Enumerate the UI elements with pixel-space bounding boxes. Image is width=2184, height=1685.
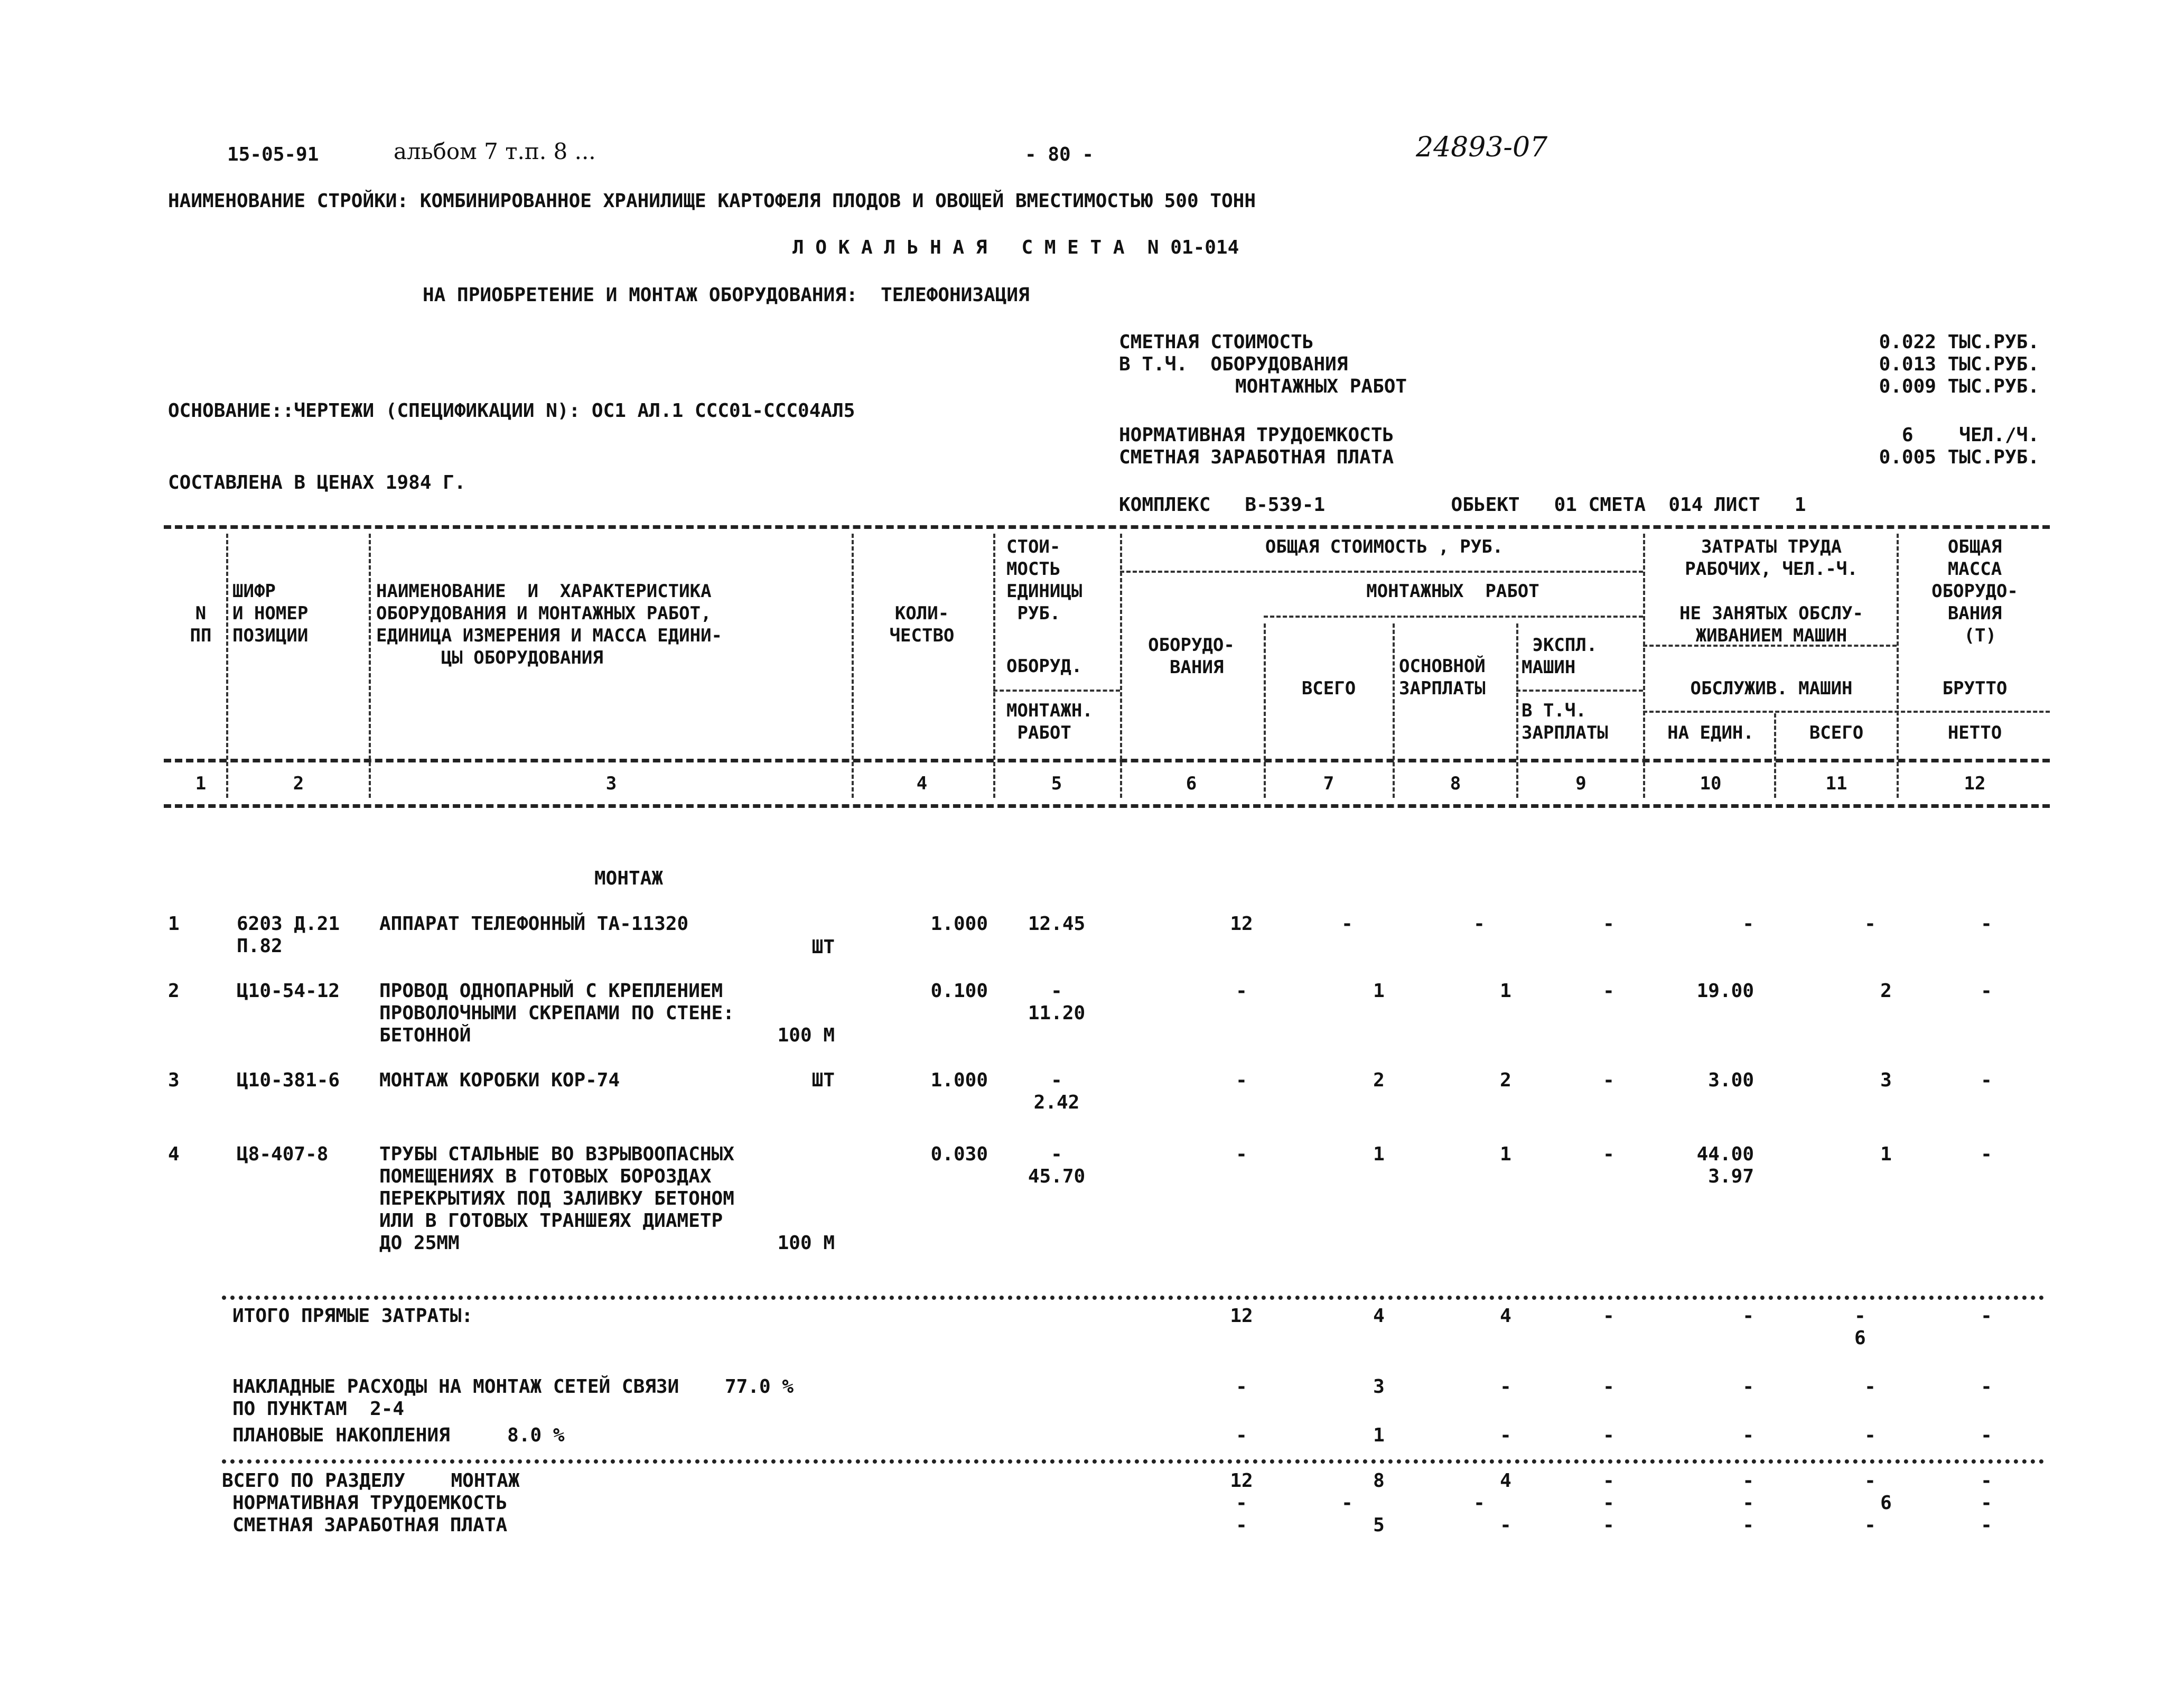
total-col9: - [1603, 1425, 1614, 1446]
total-col6: 12 [1230, 1470, 1253, 1492]
row-unit-price: - 45.70 [1028, 1143, 1086, 1187]
row-unit: ШТ [811, 936, 835, 958]
total-col7: 4 [1373, 1305, 1385, 1327]
summary-cost-value: 0.022 ТЫС.РУБ. [1879, 331, 2039, 353]
total-col10: - [1742, 1492, 1754, 1514]
total-col7: 1 [1373, 1425, 1385, 1446]
planned-savings-label: ПЛАНОВЫЕ НАКОПЛЕНИЯ 8.0 % [232, 1425, 565, 1446]
row-col6: 12 [1230, 913, 1253, 935]
total-col6: - [1236, 1376, 1247, 1398]
col-header-total: ВСЕГО [1301, 678, 1356, 699]
col-number: 6 [1186, 773, 1197, 794]
total-col8: - [1500, 1425, 1511, 1446]
row-col7: 1 [1373, 1143, 1385, 1165]
total-col7: - [1341, 1492, 1353, 1514]
row-qty: 1.000 [930, 913, 988, 935]
colnum-bottom-rule [164, 804, 2050, 808]
header-top-rule [164, 525, 2050, 529]
row-unit-price: 12.45 [1028, 913, 1086, 935]
total-col11: - 6 [1854, 1305, 1866, 1349]
total-col9: - [1603, 1492, 1614, 1514]
construction-title: НАИМЕНОВАНИЕ СТРОЙКИ: КОМБИНИРОВАННОЕ ХРАНИЛИЩЕ КАРТОФЕЛЯ ПЛОДОВ И ОВОЩЕЙ ВМЕСТИМОСТЬЮ 500 ТОНН [168, 190, 1256, 212]
col-number: 7 [1323, 773, 1334, 794]
row-qty: 0.030 [930, 1143, 988, 1165]
row-col12: - [1981, 1143, 1992, 1165]
col-header-mass: ОБЩАЯ МАССА ОБОРУДО- ВАНИЯ (Т) [1931, 536, 2018, 646]
overhead-label: НАКЛАДНЫЕ РАСХОДЫ НА МОНТАЖ СЕТЕЙ СВЯЗИ 77.0 % ПО ПУНКТАМ 2-4 [232, 1376, 794, 1420]
total-col12: - [1981, 1305, 1992, 1327]
section-total-label: ВСЕГО ПО РАЗДЕЛУ МОНТАЖ [222, 1470, 520, 1492]
row-col11: 2 [1880, 980, 1892, 1002]
total-col6: - [1236, 1425, 1247, 1446]
total-col11: - [1864, 1425, 1876, 1446]
total-col6: 12 [1230, 1305, 1253, 1327]
row-code: Ц10-54-12 [237, 980, 340, 1002]
col-number: 3 [605, 773, 617, 794]
total-col12: - [1981, 1514, 1992, 1536]
row-code: Ц10-381-6 [237, 1069, 340, 1091]
summary-wage-label: СМЕТНАЯ ЗАРАБОТНАЯ ПЛАТА [1119, 446, 1394, 468]
smeta-title: Л О К А Л Ь Н А Я С М Е Т А N 01-014 [792, 237, 1239, 258]
row-col9: - [1603, 1069, 1614, 1091]
total-col6: - [1236, 1492, 1247, 1514]
stamp-date: 15-05-91 [227, 144, 319, 165]
row-unit: 100 М [777, 1232, 835, 1254]
col-header-machines: ЭКСПЛ. МАШИН [1522, 635, 1598, 678]
row-col11: 3 [1880, 1069, 1892, 1091]
row-col6: - [1236, 1069, 1247, 1091]
row-col11: - [1864, 913, 1876, 935]
total-col8: - [1500, 1514, 1511, 1536]
complex-line: КОМПЛЕКС В-539-1 ОБЬЕКТ 01 СМЕТА 014 ЛИСТ 1 [1119, 494, 1806, 516]
col-number: 10 [1700, 773, 1722, 794]
totals-divider [222, 1296, 2045, 1300]
col-header-base-wage: ОСНОВНОЙ ЗАРПЛАТЫ [1399, 656, 1486, 699]
col-header-serving: ОБСЛУЖИВ. МАШИН [1690, 678, 1853, 699]
row-unit: 100 М [777, 1025, 835, 1046]
row-code: Ц8-407-8 [237, 1143, 329, 1165]
col-header-mount-works: МОНТАЖНЫХ РАБОТ [1366, 581, 1539, 602]
row-col9: - [1603, 1143, 1614, 1165]
total-col11: - [1864, 1376, 1876, 1398]
col-number: 9 [1575, 773, 1586, 794]
total-col12: - [1981, 1376, 1992, 1398]
row-number: 1 [168, 913, 180, 935]
page-number: - 80 - [1025, 144, 1094, 165]
summary-wage-value: 0.005 ТЫС.РУБ. [1879, 446, 2039, 468]
total-col7: 8 [1373, 1470, 1385, 1492]
total-col10: - [1742, 1425, 1754, 1446]
row-name: ТРУБЫ СТАЛЬНЫЕ ВО ВЗРЫВООПАСНЫХ ПОМЕЩЕНИЯХ В ГОТОВЫХ БОРОЗДАХ ПЕРЕКРЫТИЯХ ПОД ЗАЛИВКУ БЕТОНОМ ИЛИ В ГОТОВЫХ ТРАНШЕЯХ ДИАМЕТР ДО 25ММ [379, 1143, 734, 1254]
col-header-unit-cost: СТОИ- МОСТЬ ЕДИНИЦЫ РУБ. [1006, 536, 1082, 624]
total-col9: - [1603, 1514, 1614, 1536]
total-col8: 4 [1500, 1470, 1511, 1492]
row-col9: - [1603, 980, 1614, 1002]
col-header-n: N ПП [190, 603, 212, 646]
row-qty: 1.000 [930, 1069, 988, 1091]
col-header-unit-equip: ОБОРУД. [1006, 656, 1082, 677]
col-header-labor: ЗАТРАТЫ ТРУДА РАБОЧИХ, ЧЕЛ.-Ч. [1685, 536, 1858, 580]
row-col8: - [1473, 913, 1485, 935]
row-qty: 0.100 [930, 980, 988, 1002]
row-name: АППАРАТ ТЕЛЕФОННЫЙ ТА-11320 [379, 913, 689, 935]
col-header-labor-total: ВСЕГО [1809, 722, 1864, 743]
total-col7: 3 [1373, 1376, 1385, 1398]
col-number: 5 [1051, 773, 1062, 794]
row-unit: ШТ [811, 1069, 835, 1091]
col-header-total-cost: ОБЩАЯ СТОИМОСТЬ , РУБ. [1265, 536, 1504, 557]
row-col8: 1 [1500, 980, 1511, 1002]
col-header-incl-wage: В Т.Ч. ЗАРПЛАТЫ [1522, 700, 1608, 743]
basis-line: ОСНОВАНИЕ::ЧЕРТЕЖИ (СПЕЦИФИКАЦИИ N): ОС1 АЛ.1 ССС01-ССС04АЛ5 [168, 400, 855, 422]
row-col8: 1 [1500, 1143, 1511, 1165]
total-col9: - [1603, 1305, 1614, 1327]
col-header-name: НАИМЕНОВАНИЕ И ХАРАКТЕРИСТИКА ОБОРУДОВАНИЯ И МОНТАЖНЫХ РАБОТ, ЕДИНИЦА ИЗМЕРЕНИЯ И МАССА ЕДИНИ- ЦЫ ОБОРУДОВАНИЯ [376, 581, 723, 668]
row-col10: 19.00 [1696, 980, 1754, 1002]
col-number: 2 [293, 773, 304, 794]
section-total-divider [222, 1459, 2045, 1464]
row-col12: - [1981, 913, 1992, 935]
row-unit-price: - 2.42 [1033, 1069, 1080, 1113]
smeta-subject: НА ПРИОБРЕТЕНИЕ И МОНТАЖ ОБОРУДОВАНИЯ: ТЕЛЕФОНИЗАЦИЯ [423, 284, 1030, 306]
prices-line: СОСТАВЛЕНА В ЦЕНАХ 1984 Г. [168, 472, 466, 494]
row-col11: 1 [1880, 1143, 1892, 1165]
summary-equip-label: В Т.Ч. ОБОРУДОВАНИЯ [1119, 353, 1348, 375]
total-col10: - [1742, 1376, 1754, 1398]
row-code: 6203 Д.21 П.82 [237, 913, 340, 957]
row-col10: 3.00 [1708, 1069, 1754, 1091]
col-header-per-unit: НА ЕДИН. [1667, 722, 1754, 743]
col-header-unit-mount: МОНТАЖН. РАБОТ [1006, 700, 1093, 743]
col-number: 4 [916, 773, 928, 794]
total-col9: - [1603, 1376, 1614, 1398]
total-col8: - [1473, 1492, 1485, 1514]
row-number: 3 [168, 1069, 180, 1091]
direct-costs-label: ИТОГО ПРЯМЫЕ ЗАТРАТЫ: [232, 1305, 473, 1327]
summary-mount-label: МОНТАЖНЫХ РАБОТ [1235, 376, 1407, 397]
row-col6: - [1236, 980, 1247, 1002]
document-number: 24893-07 [1416, 132, 1548, 163]
col-number: 11 [1825, 773, 1847, 794]
summary-cost-label: СМЕТНАЯ СТОИМОСТЬ [1119, 331, 1314, 353]
norm-labor-label: НОРМАТИВНАЯ ТРУДОЕМКОСТЬ [232, 1492, 508, 1514]
total-col8: - [1500, 1376, 1511, 1398]
wage-label: СМЕТНАЯ ЗАРАБОТНАЯ ПЛАТА [232, 1514, 508, 1536]
stamp-album: альбом 7 т.п. 8 ... [394, 138, 603, 164]
summary-labor-label: НОРМАТИВНАЯ ТРУДОЕМКОСТЬ [1119, 424, 1394, 446]
summary-equip-value: 0.013 ТЫС.РУБ. [1879, 353, 2039, 375]
row-unit-price: - 11.20 [1028, 980, 1086, 1024]
summary-mount-value: 0.009 ТЫС.РУБ. [1879, 376, 2039, 397]
header-bottom-rule [164, 759, 2050, 762]
col-header-qty: КОЛИ- ЧЕСТВО [889, 603, 955, 646]
row-name: ПРОВОД ОДНОПАРНЫЙ С КРЕПЛЕНИЕМ ПРОВОЛОЧНЫМИ СКРЕПАМИ ПО СТЕНЕ: БЕТОННОЙ [379, 980, 734, 1046]
total-col7: 5 [1373, 1514, 1385, 1536]
total-col11: - [1864, 1470, 1876, 1492]
row-col12: - [1981, 980, 1992, 1002]
section-title: МОНТАЖ [594, 868, 664, 889]
col-header-not-serving: НЕ ЗАНЯТЫХ ОБСЛУ- ЖИВАНИЕМ МАШИН [1679, 603, 1863, 646]
row-col10: - [1742, 913, 1754, 935]
row-col7: - [1341, 913, 1353, 935]
row-col7: 1 [1373, 980, 1385, 1002]
col-number: 8 [1450, 773, 1461, 794]
row-col6: - [1236, 1143, 1247, 1165]
total-col10: - [1742, 1470, 1754, 1492]
total-col11: - [1864, 1514, 1876, 1536]
row-col8: 2 [1500, 1069, 1511, 1091]
total-col12: - [1981, 1470, 1992, 1492]
row-number: 4 [168, 1143, 180, 1165]
col-number: 12 [1964, 773, 1986, 794]
total-col10: - [1742, 1305, 1754, 1327]
total-col9: - [1603, 1470, 1614, 1492]
total-col10: - [1742, 1514, 1754, 1536]
total-col12: - [1981, 1425, 1992, 1446]
total-col6: - [1236, 1514, 1247, 1536]
row-col10: 44.00 3.97 [1696, 1143, 1754, 1187]
total-col12: - [1981, 1492, 1992, 1514]
col-header-equipment: ОБОРУДО- ВАНИЯ [1148, 635, 1235, 678]
row-col7: 2 [1373, 1069, 1385, 1091]
row-number: 2 [168, 980, 180, 1002]
row-col12: - [1981, 1069, 1992, 1091]
summary-labor-value: 6 ЧЕЛ./Ч. [1901, 424, 2039, 446]
total-col11: 6 [1880, 1492, 1892, 1514]
row-name: МОНТАЖ КОРОБКИ КОР-74 [379, 1069, 620, 1091]
total-col8: 4 [1500, 1305, 1511, 1327]
col-header-gross: БРУТТО [1942, 678, 2008, 699]
col-header-code: ШИФР И НОМЕР ПОЗИЦИИ [232, 581, 309, 646]
col-header-net: НЕТТО [1947, 722, 2002, 743]
col-number: 1 [195, 773, 207, 794]
row-col9: - [1603, 913, 1614, 935]
